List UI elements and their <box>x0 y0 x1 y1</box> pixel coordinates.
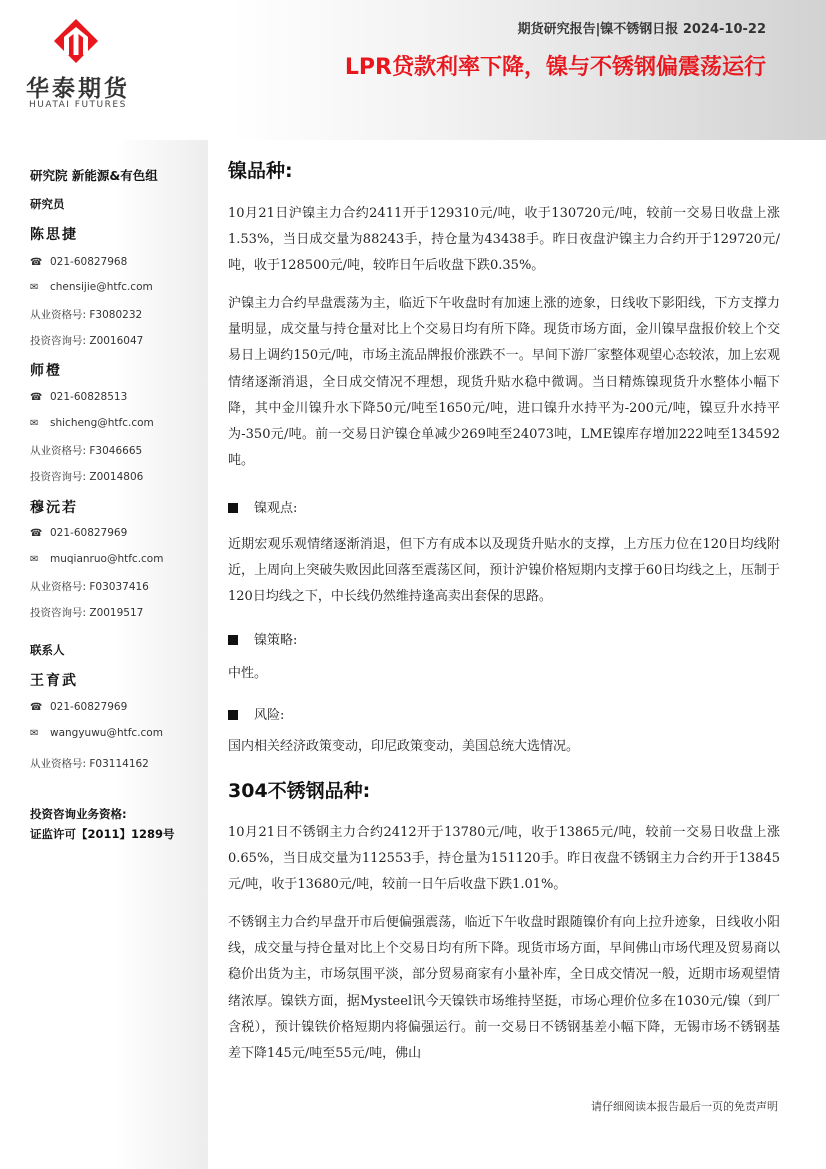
contact-phone: 021-60827969 <box>50 701 128 713</box>
researcher-email[interactable]: shicheng@htfc.com <box>50 417 154 429</box>
nickel-view-text: 近期宏观乐观情绪逐渐消退，但下方有成本以及现货升贴水的支撑，上方压力位在120日均线附近，上周向上突破失败因此回落至震荡区间，预计沪镍价格短期内支撑于60日均线之上，压制于120日均线之下，中长线仍然维持逢高卖出套保的思路。 <box>228 537 780 605</box>
phone-icon: ☎ <box>30 528 43 539</box>
email-icon: ✉ <box>30 418 39 429</box>
logo-text: 华泰期货 <box>26 76 130 102</box>
huatai-logo-icon <box>52 17 100 65</box>
researcher-phone: 021-60828513 <box>50 391 128 403</box>
email-icon: ✉ <box>30 728 39 739</box>
researcher-email[interactable]: chensijie@htfc.com <box>50 281 153 293</box>
nickel-paragraph-1: 10月21日沪镍主力合约2411开于129310元/吨，收于130720元/吨，较前一交易日收盘上涨1.53%，当日成交量为88243手，持仓量为43438手。昨日夜盘沪镍主力合约开于129720元/吨，收于128500元/吨，较昨日午后收盘下跌0.35%。 <box>228 206 780 274</box>
contact-label: 联系人 <box>30 643 65 657</box>
qualification-number: 从业资格号: F3080232 <box>30 309 143 321</box>
stainless-section-title: 304不锈钢品种: <box>228 780 371 802</box>
investment-number: 投资咨询号: Z0019517 <box>30 607 144 619</box>
stainless-paragraph-1: 10月21日不锈钢主力合约2412开于13780元/吨，收于13865元/吨，较前一交易日收盘上涨0.65%，当日成交量为112553手，持仓量为151120手。昨日夜盘不锈钢主力合约开于13845元/吨，收于13680元/吨，较前一日午后收盘下跌1.01%。 <box>228 825 780 893</box>
nickel-risk-heading: 风险: <box>228 704 284 723</box>
report-title: LPR贷款利率下降，镍与不锈钢偏震荡运行 <box>344 55 766 80</box>
bullet-square-icon <box>228 710 238 720</box>
nickel-strategy-text: 中性。 <box>228 666 268 681</box>
email-icon: ✉ <box>30 554 39 565</box>
license-number: 证监许可【2011】1289号 <box>30 827 175 841</box>
researcher-label: 研究员 <box>30 197 65 211</box>
investment-number: 投资咨询号: Z0016047 <box>30 335 144 347</box>
nickel-view-heading: 镍观点: <box>228 497 297 516</box>
bullet-square-icon <box>228 635 238 645</box>
nickel-strategy-heading: 镍策略: <box>228 629 297 648</box>
researcher-name: 陈思捷 <box>30 227 78 243</box>
qualification-number: 从业资格号: F03037416 <box>30 581 149 593</box>
disclaimer-footer: 请仔细阅读本报告最后一页的免责声明 <box>591 1100 778 1113</box>
nickel-risk-text: 国内相关经济政策变动，印尼政策变动，美国总统大选情况。 <box>228 739 580 754</box>
email-icon: ✉ <box>30 282 39 293</box>
researcher-phone: 021-60827968 <box>50 256 128 268</box>
qualification-number: 从业资格号: F03114162 <box>30 758 149 770</box>
contact-email[interactable]: wangyuwu@htfc.com <box>50 727 163 739</box>
stainless-paragraph-2: 不锈钢主力合约早盘开市后便偏强震荡，临近下午收盘时跟随镍价有向上拉升迹象，日线收小阳线，成交量与持仓量对比上个交易日均有所下降。现货市场方面，早间佛山市场代理及贸易商以稳价出货为主，市场氛围平淡，部分贸易商家有小量补库，全日成交情况一般，近期市场观望情绪浓厚。镍铁方面，据Mysteel讯今天镍铁市场维持坚挺，市场心理价位多在1030元/镍（到厂含税），预计镍铁价格短期内将偏强运行。前一交易日不锈钢基差小幅下降，无锡市场不锈钢基差下降145元/吨至55元/吨，佛山 <box>228 915 780 1062</box>
logo-english-text: HUATAI FUTURES <box>29 100 127 110</box>
nickel-paragraph-2: 沪镍主力合约早盘震荡为主，临近下午收盘时有加速上涨的迹象，日线收下影阳线，下方支撑力量明显，成交量与持仓量对比上个交易日均有所下降。现货市场方面，金川镍早盘报价较上个交易日上调约150元/吨，市场主流品牌报价涨跌不一。早间下游厂家整体观望心态较浓，加上宏观情绪逐渐消退，全日成交情况不理想，现货升贴水稳中微调。当日精炼镍现货升水整体小幅下降，其中金川镍升水下降50元/吨至1650元/吨，进口镍升水持平为-200元/吨，镍豆升水持平为-350元/吨。前一交易日沪镍仓单减少269吨至24073吨，LME镍库存增加222吨至134592吨。 <box>228 296 780 469</box>
qualification-number: 从业资格号: F3046665 <box>30 445 143 457</box>
department-label: 研究院 新能源&有色组 <box>30 168 158 183</box>
license-label: 投资咨询业务资格: <box>30 807 127 821</box>
researcher-email[interactable]: muqianruo@htfc.com <box>50 553 164 565</box>
phone-icon: ☎ <box>30 702 43 713</box>
contact-name: 王育武 <box>30 673 78 689</box>
page-header <box>0 0 826 140</box>
investment-number: 投资咨询号: Z0014806 <box>30 471 144 483</box>
bullet-square-icon <box>228 503 238 513</box>
phone-icon: ☎ <box>30 257 43 268</box>
researcher-phone: 021-60827969 <box>50 527 128 539</box>
nickel-section-title: 镍品种: <box>228 160 293 182</box>
researcher-name: 穆沅若 <box>30 500 78 516</box>
report-type: 期货研究报告|镍不锈钢日报 2024-10-22 <box>517 22 766 37</box>
researcher-name: 师橙 <box>30 363 62 379</box>
phone-icon: ☎ <box>30 392 43 403</box>
